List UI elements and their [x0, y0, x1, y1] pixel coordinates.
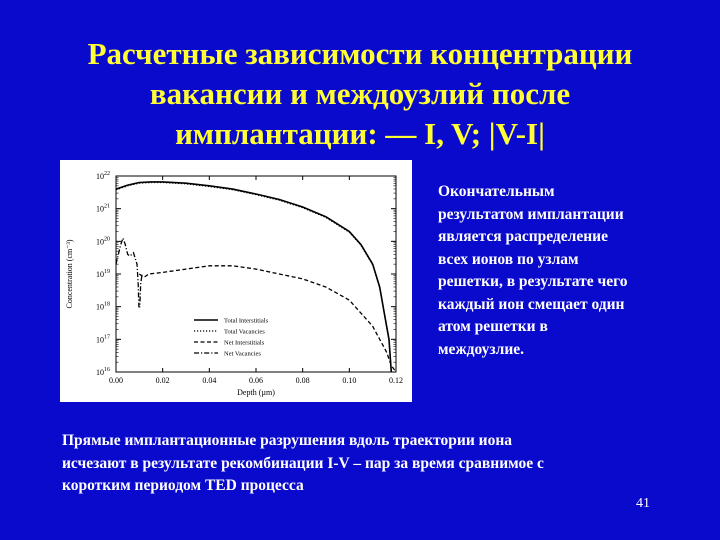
chart-svg — [60, 160, 412, 402]
x-tick-label: 0.08 — [295, 376, 310, 385]
y-tick-label: $10^{20}$ — [96, 236, 110, 247]
legend-label: Total Interstitials — [224, 317, 269, 325]
title-line: вакансии и междоузлий после — [149, 76, 571, 111]
slide-title — [40, 34, 680, 154]
x-tick-label: 0.00 — [109, 376, 123, 385]
bottom-line: Прямые имплантационные разрушения вдоль траектории иона — [62, 432, 513, 449]
side-line: результатом имплантации — [438, 205, 624, 223]
x-axis-label: Depth (µm) — [237, 388, 275, 397]
y-tick-label: $10^{22}$ — [96, 171, 110, 181]
legend-label: Net Interstitials — [224, 339, 265, 347]
x-tick-label: 0.10 — [342, 376, 357, 385]
side-line: междоузлие. — [438, 340, 525, 358]
title-line: имплантации: — I, V; |V-I| — [175, 116, 545, 151]
legend-label: Net Vacancies — [224, 350, 261, 358]
x-tick-label: 0.12 — [389, 376, 403, 385]
side-paragraph — [438, 181, 678, 361]
y-tick-label: $10^{19}$ — [96, 269, 110, 279]
legend-label: Total Vacancies — [224, 328, 265, 336]
y-tick-label: $10^{17}$ — [96, 334, 110, 345]
concentration-depth-chart — [60, 160, 412, 402]
side-line: решетки, в результате чего — [438, 273, 628, 290]
y-tick-label: $10^{16}$ — [96, 367, 110, 377]
side-line: атом решетки в — [438, 318, 548, 335]
title-line: Расчетные зависимости концентрации — [87, 36, 633, 71]
side-line: всех ионов по узлам — [438, 250, 579, 268]
bottom-paragraph — [62, 430, 682, 498]
series-line — [116, 238, 142, 307]
y-tick-label: $10^{18}$ — [96, 301, 110, 312]
side-line: является распределение — [438, 228, 608, 245]
x-tick-label: 0.04 — [202, 376, 217, 385]
page-number: 41 — [636, 496, 650, 511]
x-tick-label: 0.06 — [249, 376, 263, 385]
side-line: Окончательным — [438, 183, 555, 200]
y-tick-label: $10^{21}$ — [96, 203, 110, 214]
bottom-line: исчезают в результате рекомбинации I-V – пар за время сравнимое с — [62, 454, 544, 472]
x-tick-label: 0.02 — [155, 376, 170, 385]
y-axis-label: Concentration (cm⁻³) — [65, 239, 74, 309]
bottom-line: коротким периодом TED процесса — [62, 477, 304, 494]
side-line: каждый ион смещает один — [438, 295, 625, 313]
